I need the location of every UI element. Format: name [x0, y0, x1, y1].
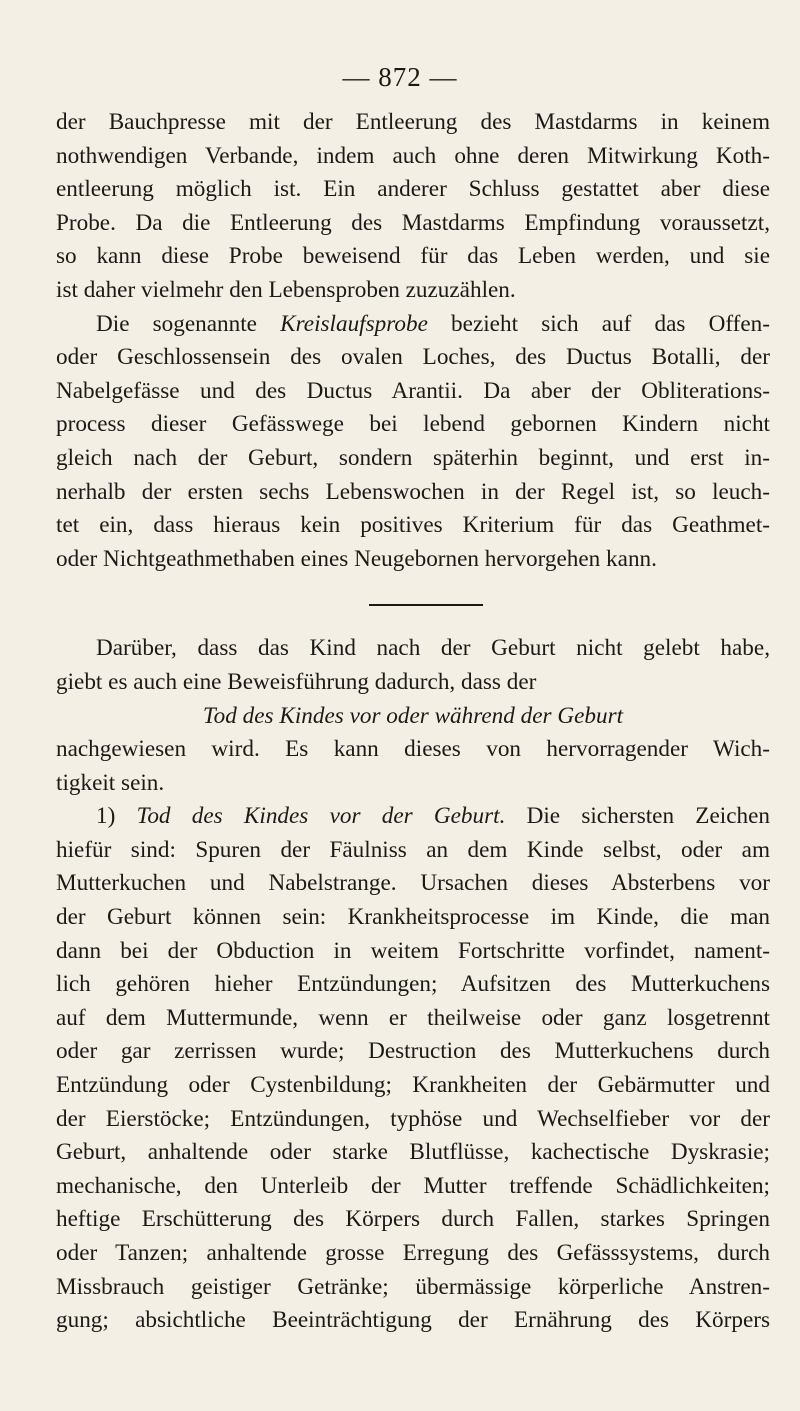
text-line: der Geburt können sein: Krankheitsprocesse im Kinde, die man — [56, 904, 770, 931]
text-line: Nabelgefässe und des Ductus Arantii. Da aber der Obliterations- — [56, 377, 770, 404]
text-line: heftige Erschütterung des Körpers durch Fallen, starkes Springen — [56, 1206, 770, 1233]
text-line: so kann diese Probe beweisend für das Leben werden, und sie — [56, 243, 770, 270]
page-text — [56, 106, 770, 1338]
section-heading — [56, 700, 770, 734]
text-line: nerhalb der ersten sechs Lebenswochen in der Regel ist, so leuch- — [56, 478, 770, 505]
text-line: ist daher vielmehr den Lebensproben zuzuzählen. — [56, 276, 516, 303]
lead-rest: Die sichersten Zeichen — [505, 803, 770, 830]
text-line: Mutterkuchen und Nabelstrange. Ursachen dieses Absterbens vor — [56, 870, 770, 897]
text-line: Probe. Da die Entleerung des Mastdarms Empfindung voraussetzt, — [56, 209, 770, 236]
text-line: der Eierstöcke; Entzündungen, typhöse und Wechselfieber vor der — [56, 1105, 770, 1132]
paragraph-lead-line — [56, 308, 770, 342]
text-line: giebt es auch eine Beweisführung dadurch, dass der — [56, 668, 537, 695]
text-line: lich gehören hieher Entzündungen; Aufsitzen des Mutterkuchens — [56, 971, 770, 998]
page-number: — 872 — — [342, 62, 458, 92]
section-heading-text: Tod des Kindes vor oder während der Geburt — [202, 702, 624, 729]
section-divider — [369, 604, 483, 606]
text-line: gleich nach der Geburt, sondern späterhin beginnt, und erst in- — [56, 444, 770, 471]
item-number: 1) — [96, 803, 137, 830]
text-line: oder Geschlossensein des ovalen Loches, des Ductus Botalli, der — [56, 344, 770, 371]
paragraph-lead-line — [56, 800, 770, 834]
item-title: Tod des Kindes vor der Geburt. — [136, 803, 506, 830]
text-line: gung; absichtliche Beeinträchtigung der Ernährung des Körpers — [56, 1307, 770, 1334]
text-line: Darüber, dass das Kind nach der Geburt nicht gelebt habe, — [96, 635, 770, 662]
text-line: tet ein, dass hieraus kein positives Kriterium für das Geathmet- — [56, 512, 770, 539]
text-line: entleerung möglich ist. Ein anderer Schluss gestattet aber diese — [56, 176, 770, 203]
term-kreislaufsprobe: Kreislaufsprobe — [280, 310, 428, 337]
text-line: auf dem Muttermunde, wenn er theilweise oder ganz losgetrennt — [56, 1004, 770, 1031]
text-line: nothwendigen Verbande, indem auch ohne deren Mitwirkung Koth- — [56, 142, 770, 169]
text-line: hiefür sind: Spuren der Fäulniss an dem Kinde selbst, oder am — [56, 836, 770, 863]
text-line: Missbrauch geistiger Getränke; übermässige körperliche Anstren- — [56, 1273, 770, 1300]
text-line: Geburt, anhaltende oder starke Blutflüsse, kachectische Dyskrasie; — [56, 1139, 770, 1166]
text-line: der Bauchpresse mit der Entleerung des Mastdarms in keinem — [56, 109, 770, 135]
text-line: tigkeit sein. — [56, 769, 165, 796]
text-line: oder gar zerrissen wurde; Destruction des Mutterkuchens durch — [56, 1038, 770, 1065]
text-line: mechanische, den Unterleib der Mutter treffende Schädlichkeiten; — [56, 1172, 770, 1199]
text-line: process dieser Gefässwege bei lebend gebornen Kindern nicht — [56, 411, 770, 438]
text-line: Entzündung oder Cystenbildung; Krankheiten der Gebärmutter und — [56, 1072, 770, 1099]
text-line: nachgewiesen wird. Es kann dieses von hervorragender Wich- — [56, 736, 770, 763]
lead-rest: bezieht sich auf das Offen- — [427, 310, 770, 337]
text-line: oder Tanzen; anhaltende grosse Erregung des Gefässsystems, durch — [56, 1240, 770, 1266]
lead-text: Die sogenannte — [96, 310, 281, 337]
text-line: oder Nichtgeathmethaben eines Neugebornen hervorgehen kann. — [56, 545, 657, 572]
text-line: dann bei der Obduction in weitem Fortschritte vorfindet, nament- — [56, 937, 770, 964]
